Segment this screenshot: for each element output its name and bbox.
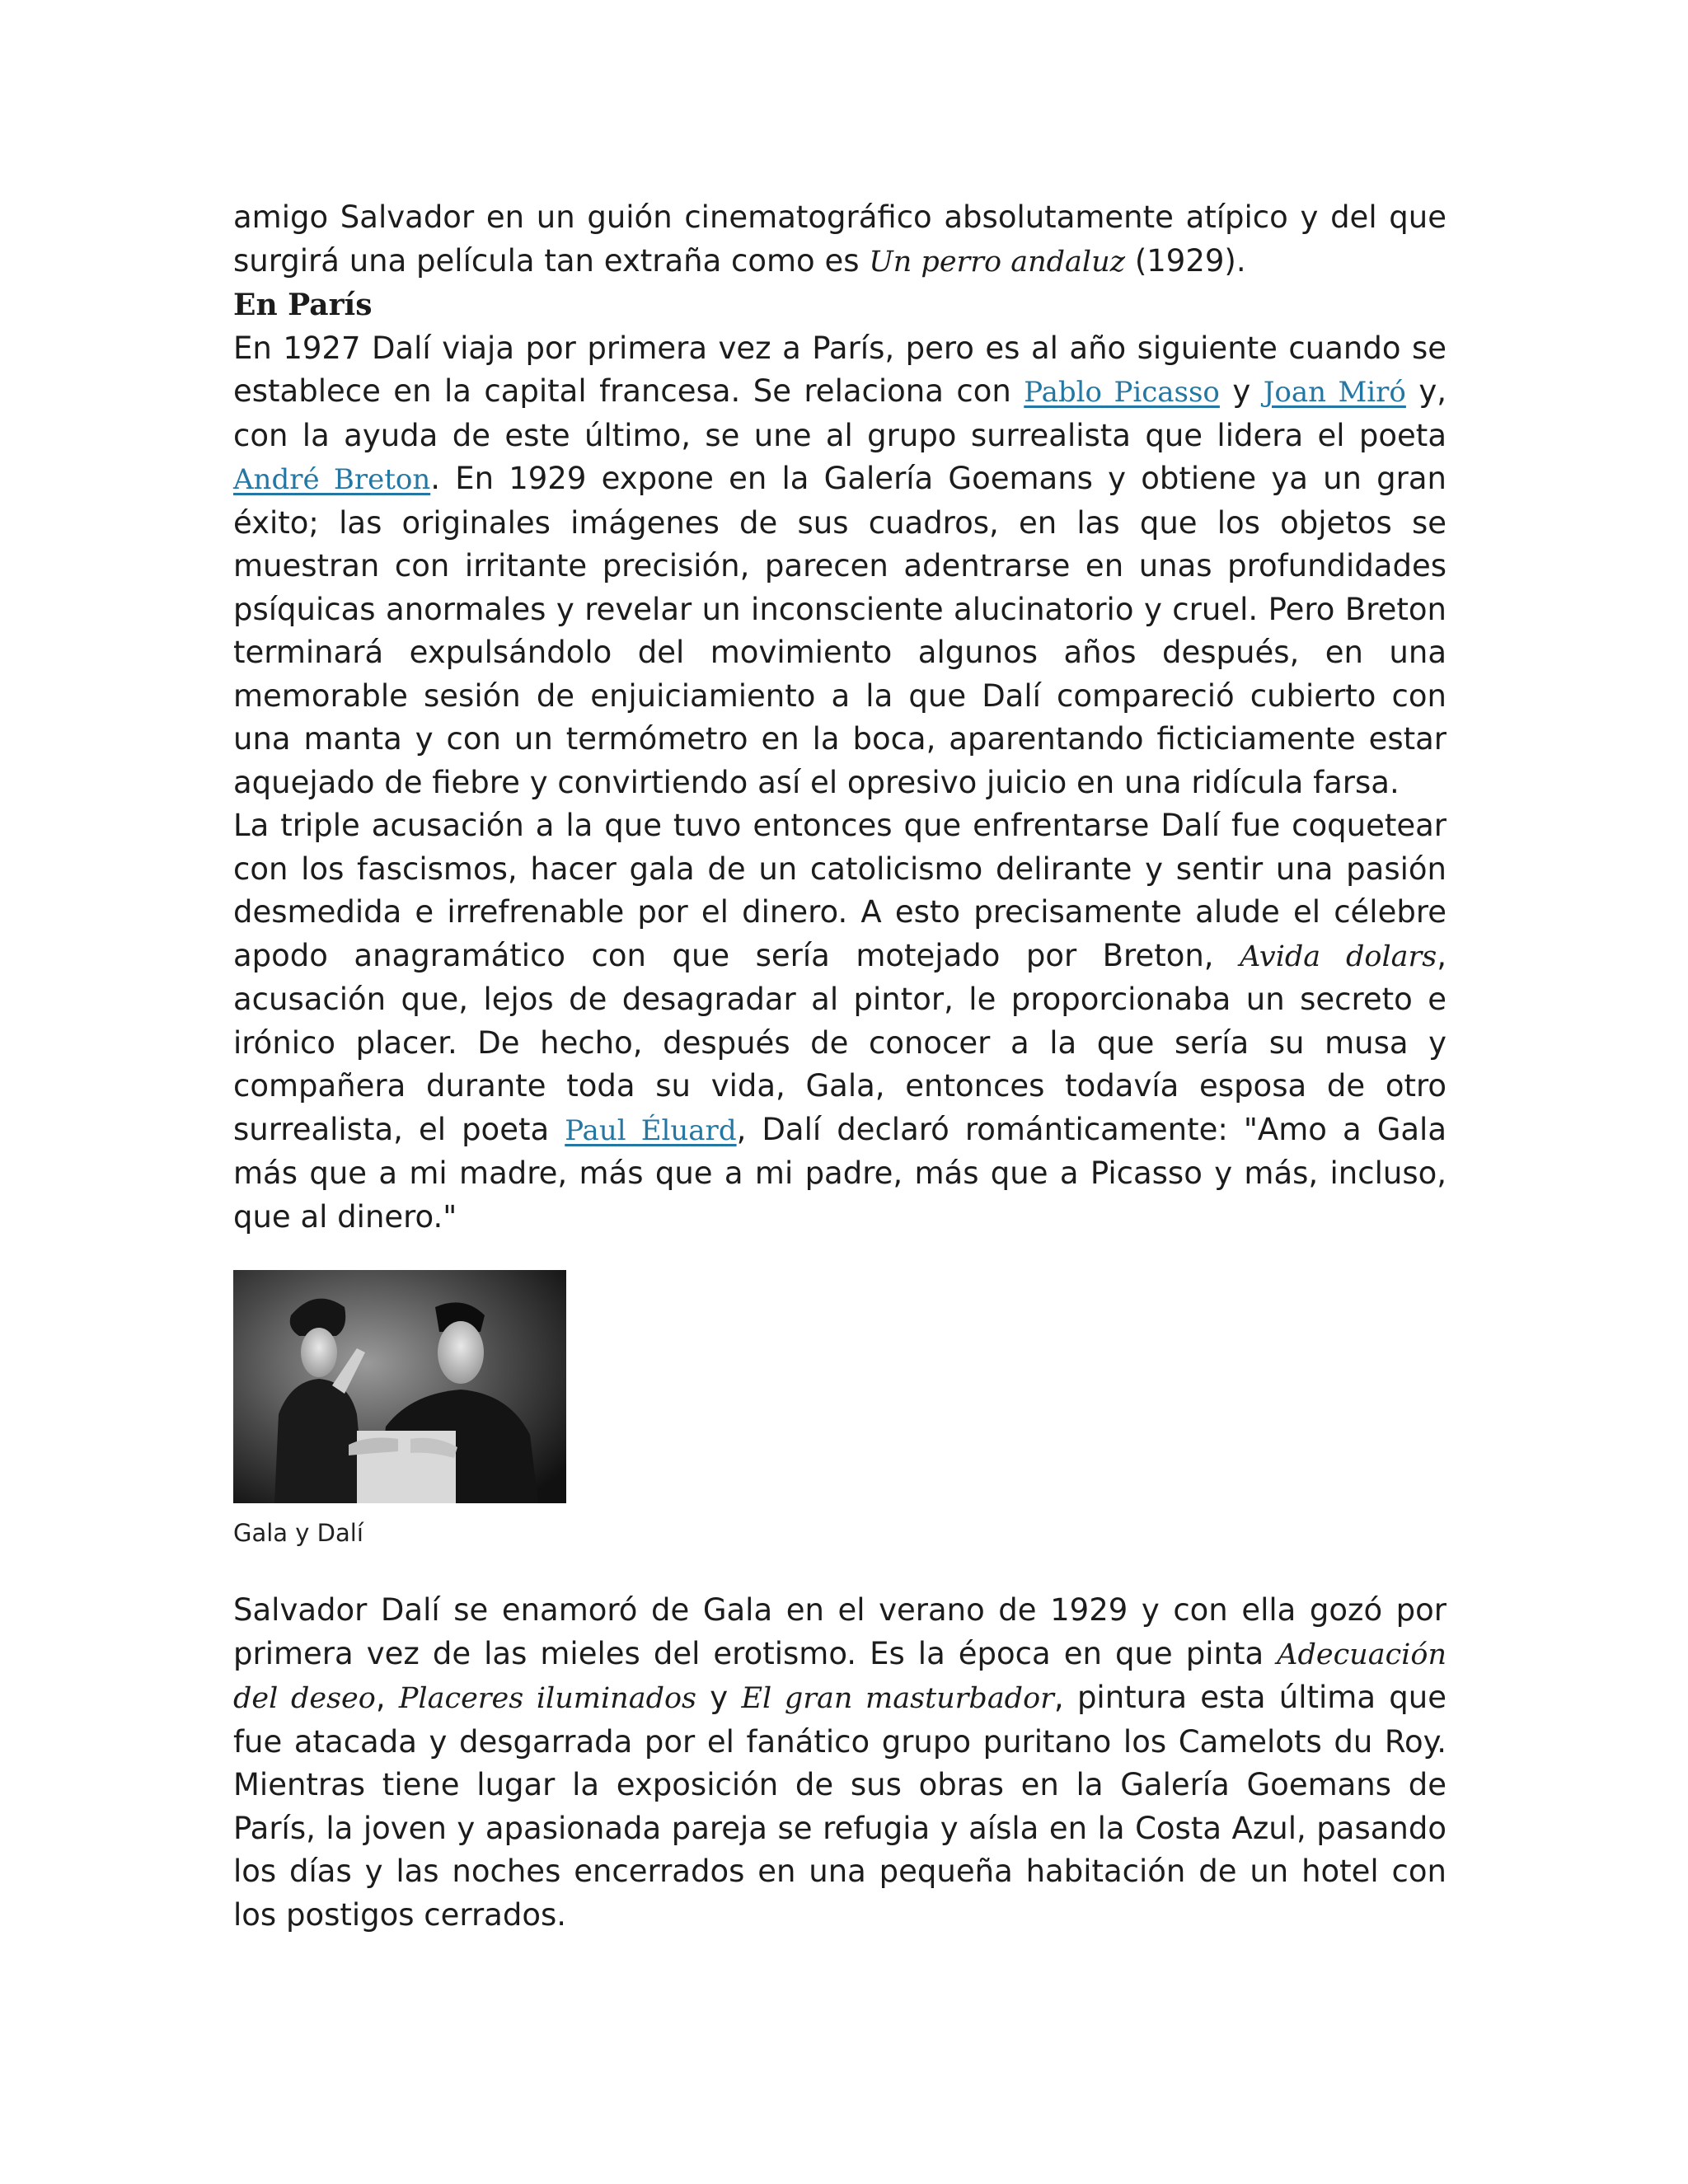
text: y xyxy=(696,1680,742,1715)
text: . En 1929 expone en la Galería Goemans y obtiene ya un gran éxito; las originales imágenes de sus cuadros, en las que los objetos se muestran con irritante precisión, parecen adentrarse en unas profundidades psíquicas anormales y revelar un inconsciente alucinatorio y cruel. Pero Breton terminará expulsándolo del movimiento algunos años después, en una memorable sesión de enjuiciamiento a la que Dalí compareció cubierto con una manta y con un termómetro en la boca, aparentando ficticiamente estar aquejado de fiebre y convirtiendo así el opresivo juicio en una ridícula farsa. xyxy=(233,461,1447,800)
paragraph-paris xyxy=(233,327,1447,805)
link-andre-breton[interactable]: André Breton xyxy=(233,463,431,496)
paragraph-gala xyxy=(233,1589,1447,1937)
work-title: El gran masturbador xyxy=(741,1682,1054,1715)
text: amigo Salvador en un guión cinematográfico absolutamente atípico y del que surgirá una película tan extraña como es xyxy=(233,199,1447,279)
section-heading: En París xyxy=(233,288,373,322)
text: La triple acusación a la que tuvo entonces que enfrentarse Dalí fue coquetear con los fascismos, hacer gala de un catolicismo delirante y sentir una pasión desmedida e irrefrenable por el dinero. A esto precisamente alude el célebre apodo anagramático con que sería motejado por Breton, xyxy=(233,808,1447,973)
work-title: Adecuación del deseo xyxy=(233,1638,1447,1715)
text: y xyxy=(1219,373,1264,409)
text: En 1927 Dalí viaja por primera vez a París, pero es al año siguiente cuando se establece en la capital francesa. Se relaciona con xyxy=(233,330,1447,409)
document-page xyxy=(233,196,1447,1937)
gala-dali-photo xyxy=(233,1270,566,1503)
paragraph-accusation xyxy=(233,804,1447,1239)
text: y, con la ayuda de este último, se une al grupo surrealista que lidera el poeta xyxy=(233,373,1447,453)
link-pablo-picasso[interactable]: Pablo Picasso xyxy=(1024,376,1220,409)
text: (1929). xyxy=(1125,242,1246,279)
paragraph-film xyxy=(233,196,1447,284)
work-title: Placeres iluminados xyxy=(398,1682,697,1715)
link-joan-miro[interactable]: Joan Miró xyxy=(1263,376,1406,409)
text: Salvador Dalí se enamoró de Gala en el verano de 1929 y con ella gozó por primera vez de las mieles del erotismo. Es la época en que pinta xyxy=(233,1592,1447,1671)
text: , pintura esta última que fue atacada y desgarrada por el fanático grupo puritano los Camelots du Roy. Mientras tiene lugar la exposición de sus obras en la Galería Goemans de París, la joven y apasionada pareja se refugia y aísla en la Costa Azul, pasando los días y las noches encerrados en una pequeña habitación de un hotel con los postigos cerrados. xyxy=(233,1680,1447,1933)
link-paul-eluard[interactable]: Paul Éluard xyxy=(565,1113,737,1147)
film-title: Un perro andaluz xyxy=(869,245,1126,279)
text: , Dalí declaró románticamente: "Amo a Gala más que a mi madre, más que a mi padre, más que a Picasso y más, incluso, que al dinero." xyxy=(233,1111,1447,1235)
text: , xyxy=(375,1680,399,1715)
nickname: Avida dolars xyxy=(1240,940,1437,973)
spacer xyxy=(233,1549,1447,1589)
photo-caption: Gala y Dalí xyxy=(233,1519,363,1547)
text: , acusación que, lejos de desagradar al pintor, le proporcionaba un secreto e irónico placer. De hecho, después de conocer a la que sería su musa y compañera durante toda su vida, Gala, entonces todavía esposa de otro surrealista, el poeta xyxy=(233,937,1447,1147)
